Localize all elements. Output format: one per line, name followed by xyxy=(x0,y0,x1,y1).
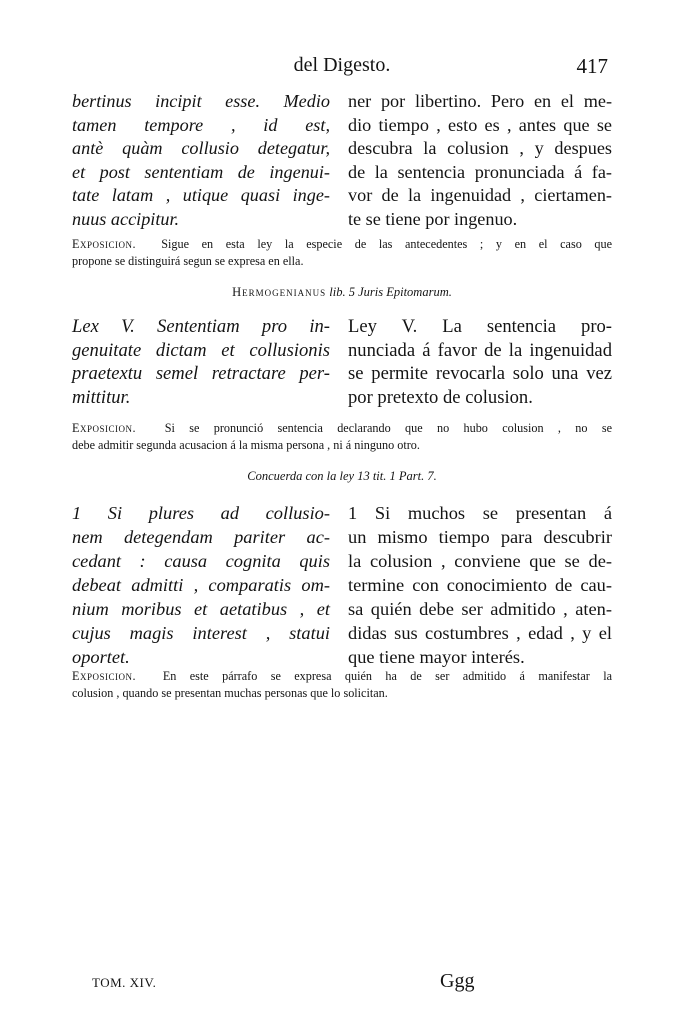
latin-line: tamen tempore , id est, xyxy=(72,114,330,135)
spanish-line: de la sentencia pronunciada á fa- xyxy=(348,161,612,182)
exposicion-note-1 xyxy=(72,236,612,270)
section-3-paragraph-1 xyxy=(72,501,612,669)
latin-line: praetextu semel retractare per- xyxy=(72,363,330,384)
latin-line: bertinus incipit esse. Medio xyxy=(72,91,330,111)
spanish-line: descubra la colusion , y despues xyxy=(348,138,612,158)
spanish-column xyxy=(348,501,612,669)
latin-line: antè quàm collusio detegatur, xyxy=(72,138,330,158)
latin-line: Lex V. Sententiam pro in- xyxy=(72,316,330,337)
latin-column xyxy=(72,315,330,409)
exposicion-text: debe admitir segunda acusacion á la misma persona , ni á ninguno otro. xyxy=(72,438,420,452)
section-2-lex-v xyxy=(72,315,612,409)
latin-line: genuitate dictam et collusionis xyxy=(72,339,330,361)
spanish-line: nunciada á favor de la ingenuidad xyxy=(348,339,612,361)
spanish-line: dio tiempo , esto es , antes que se xyxy=(348,114,612,135)
running-title: del Digesto. xyxy=(293,54,391,76)
spanish-line: termine con conocimiento de cau- xyxy=(348,575,612,595)
latin-line: et post sententiam de ingenui- xyxy=(72,161,330,182)
spanish-line: vor de la ingenuidad , ciertamen- xyxy=(348,185,612,205)
spanish-line: didas sus costumbres , edad , y el xyxy=(348,623,612,643)
latin-line: oportet. xyxy=(72,647,130,667)
spanish-line: que tiene mayor interés. xyxy=(348,647,525,667)
exposicion-label: Exposicion. xyxy=(72,237,136,251)
spanish-line: 1 Si muchos se presentan á xyxy=(348,503,612,523)
spanish-column xyxy=(348,315,612,409)
latin-line: nium moribus et aetatibus , et xyxy=(72,599,330,619)
exposicion-label: Exposicion. xyxy=(72,421,136,435)
spanish-line: Ley V. La sentencia pro- xyxy=(348,316,612,337)
exposicion-text: Sigue en esta ley la especie de las antecedentes ; y en el caso que xyxy=(161,237,612,251)
exposicion-text: colusion , quando se presentan muchas personas que lo solicitan. xyxy=(72,686,388,700)
latin-line: tate latam , utique quasi inge- xyxy=(72,185,330,205)
page-number: 417 xyxy=(576,54,608,78)
spanish-line: te se tiene por ingenuo. xyxy=(348,208,518,229)
latin-column xyxy=(72,90,330,231)
section-1 xyxy=(72,90,612,231)
exposicion-text: En este párrafo se expresa quién ha de ser admitido á manifestar la xyxy=(162,669,612,683)
source-author: Hermogenianus xyxy=(232,285,327,299)
latin-line: mittitur. xyxy=(72,386,131,408)
exposicion-note-2 xyxy=(72,420,612,454)
signature-mark: Ggg xyxy=(440,970,475,992)
latin-line: cedant : causa cognita quis xyxy=(72,551,330,571)
volume-label: TOM. XIV. xyxy=(92,975,157,990)
source-reference-1 xyxy=(72,285,612,300)
spanish-line: ner por libertino. Pero en el me- xyxy=(348,91,612,111)
latin-line: 1 Si plures ad collusio- xyxy=(72,503,330,523)
source-work: lib. 5 Juris Epitomarum. xyxy=(329,285,452,299)
spanish-line: un mismo tiempo para descubrir xyxy=(348,527,612,547)
latin-line: debeat admitti , comparatis om- xyxy=(72,575,330,595)
latin-line: nuus accipitur. xyxy=(72,208,180,229)
latin-column xyxy=(72,501,330,669)
spanish-column xyxy=(348,90,612,231)
running-header xyxy=(72,54,612,84)
exposicion-text: Si se pronunció sentencia declarando que no hubo colusion , no se xyxy=(164,421,612,435)
exposicion-note-3 xyxy=(72,668,612,702)
source-reference-2 xyxy=(72,469,612,484)
exposicion-label: Exposicion. xyxy=(72,669,136,683)
concordance-text: Concuerda con la ley 13 tit. 1 Part. 7. xyxy=(247,469,437,483)
exposicion-text: propone se distinguirá segun se expresa en ella. xyxy=(72,254,304,268)
spanish-line: la colusion , conviene que se de- xyxy=(348,551,612,571)
spanish-line: se permite revocarla solo una vez xyxy=(348,363,612,384)
spanish-line: por pretexto de colusion. xyxy=(348,386,533,408)
spanish-line: sa quién debe ser admitido , aten- xyxy=(348,599,612,619)
latin-line: nem detegendam pariter ac- xyxy=(72,527,330,547)
latin-line: cujus magis interest , statui xyxy=(72,623,330,643)
